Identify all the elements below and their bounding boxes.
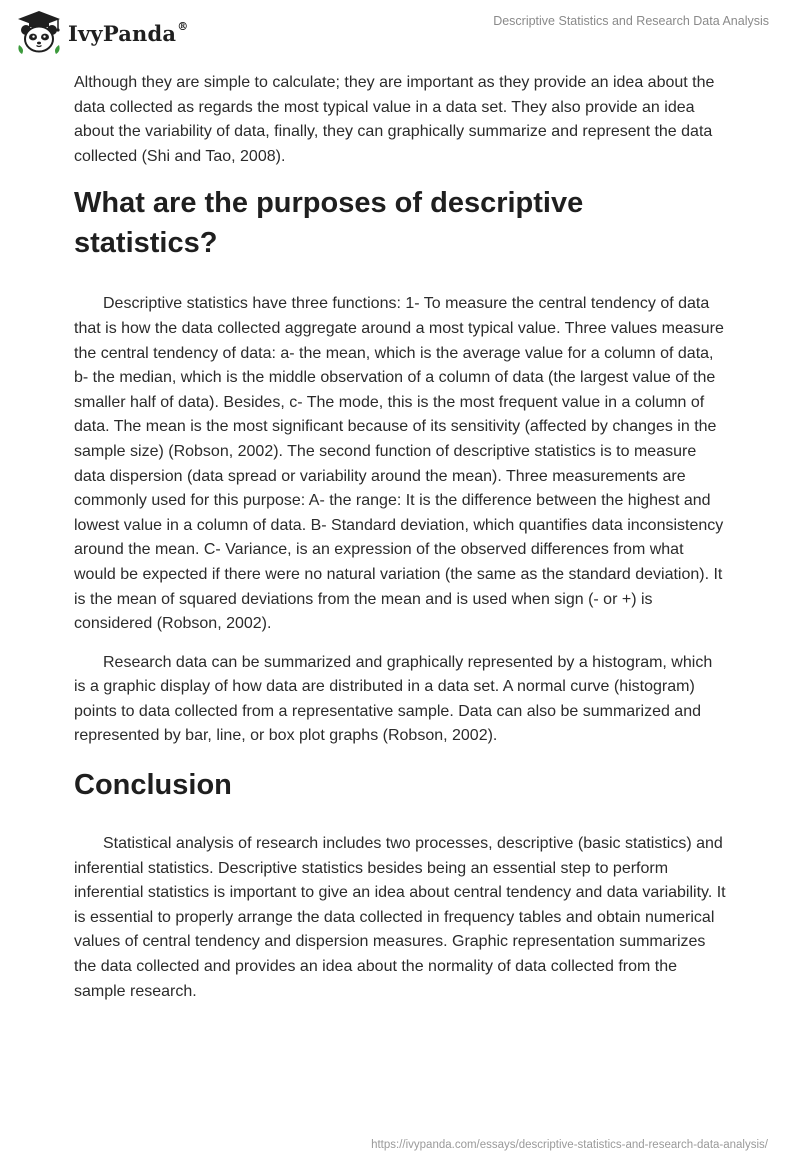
article-body (74, 71, 726, 1018)
brand-name: IvyPanda® (68, 19, 189, 46)
page-header (0, 0, 800, 62)
intro-paragraph: Although they are simple to calculate; they are important as they provide an idea about the data collected as regards the most typical value in a data set. They also provide an idea about the variability of data, finally, they can graphically summarize and represent the data collected (Shi and Tao, 2008). (74, 74, 715, 165)
registered-mark: ® (177, 19, 189, 33)
purposes-heading: What are the purposes of descriptive statistics? (74, 187, 584, 260)
purposes-paragraph: Research data can be summarized and graphically represented by a histogram, which is a graphic display of how data are distributed in a data set. A normal curve (histogram) points to data collected from a representative sample. Data can also be summarized and represented by bar, line, or box plot graphs (Robson, 2002). (74, 653, 713, 745)
panda-graduation-cap-icon (16, 9, 62, 55)
purposes-paragraph: Descriptive statistics have three functions: 1- To measure the central tendency of data that is how the data collected aggregate around a most typical value. Three values measure the central tendency of data: a- the mean, which is the average value for a column of data, b- the median, which is the middle observation of a column of data (the largest value of the smaller half of data). Besides, c- The mode, this is the most frequent value in a column of data. The mean is the most significant because of its sensitivity (affected by changes in the sample size) (Robson, 2002). The second function of descriptive statistics is to measure data dispersion (data spread or variability around the mean). Three measurements are commonly used for this purpose: A- the range: It is the difference between the highest and lowest value in a column of data. B- Standard deviation, which quantifies data inconsistency around the mean. C- Variance, is an expression of the observed differences from what would be expected if there were no natural variation (the same as the standard deviation). It is the mean of squared deviations from the mean and is used when sign (- or +) is considered (Robson, 2002). (74, 295, 724, 633)
source-url[interactable]: https://ivypanda.com/essays/descriptive-statistics-and-research-data-analysis/ (371, 1139, 768, 1151)
logo[interactable] (16, 8, 188, 56)
conclusion-heading: Conclusion (74, 769, 232, 802)
document-title: Descriptive Statistics and Research Data Analysis (493, 14, 769, 28)
conclusion-paragraph: Statistical analysis of research includes two processes, descriptive (basic statistics) and inferential statistics. Descriptive statistics besides being an essential step to perform inferential statistics is important to give an idea about central tendency and data variability. It is essential to properly arrange the data collected in frequency tables and obtain numerical values of central tendency and dispersion measures. Graphic representation summarizes the data collected and provides an idea about the normality of data collected from the sample research. (74, 835, 726, 1000)
